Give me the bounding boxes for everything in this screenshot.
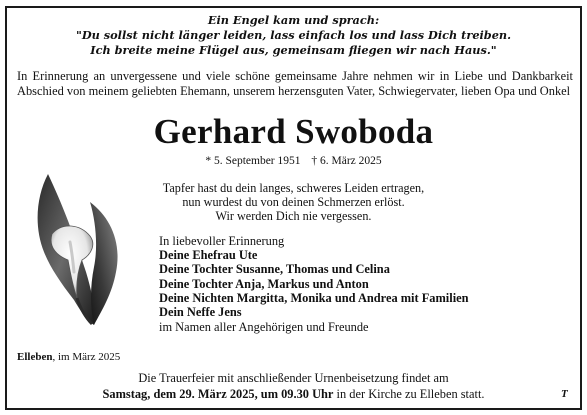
place-town: Elleben (17, 351, 53, 363)
family-member: Deine Ehefrau Ute (159, 248, 258, 262)
place-and-date (17, 351, 120, 364)
birth-date: * 5. September 1951 (205, 155, 301, 167)
poem-line-3: Wir werden Dich nie vergessen. (215, 209, 372, 223)
quote-line-2: "Du sollst nicht länger leiden, lass einfach los und lass Dich treiben. (75, 28, 512, 42)
family-member: Deine Tochter Anja, Markus und Anton (159, 277, 369, 291)
ceremony-location: in der Kirche zu Elleben statt. (333, 387, 485, 401)
death-date: † 6. März 2025 (311, 155, 382, 167)
ceremony-line-1: Die Trauerfeier mit anschließender Urnenbeisetzung findet am (138, 371, 449, 385)
family-member: Deine Nichten Margitta, Monika und Andrea mit Familien (159, 291, 469, 305)
intro-text: In Erinnerung an unvergessene und viele schöne gemeinsame Jahre nehmen wir in Liebe und Dankbarkeit Abschied von meinem geliebten Ehemann, unserem herzensguten Vater, Schwiegervater, lieben Opa und Onkel (17, 69, 573, 98)
family-member: Deine Tochter Susanne, Thomas und Celina (159, 262, 390, 276)
quote-line-1: Ein Engel kam und sprach: (207, 13, 380, 27)
family-opening: In liebevoller Erinnerung (159, 234, 285, 248)
quote-line-3: Ich breite meine Flügel aus, gemeinsam fliegen wir nach Haus." (90, 43, 497, 57)
life-dates (0, 154, 587, 168)
ceremony-line-2 (0, 387, 587, 402)
poem-line-2: nun wurdest du von deinen Schmerzen erlöst. (182, 195, 405, 209)
place-date: , im März 2025 (52, 351, 121, 363)
poem-line-1: Tapfer hast du dein langes, schweres Leiden ertragen, (162, 181, 425, 195)
family-member: Dein Neffe Jens (159, 305, 242, 319)
deceased-name: Gerhard Swoboda (153, 112, 434, 151)
publisher-mark: T (561, 388, 568, 400)
family-closing: im Namen aller Angehörigen und Freunde (159, 320, 369, 334)
ceremony-date-time: Samstag, dem 29. März 2025, um 09.30 Uhr (102, 387, 334, 401)
